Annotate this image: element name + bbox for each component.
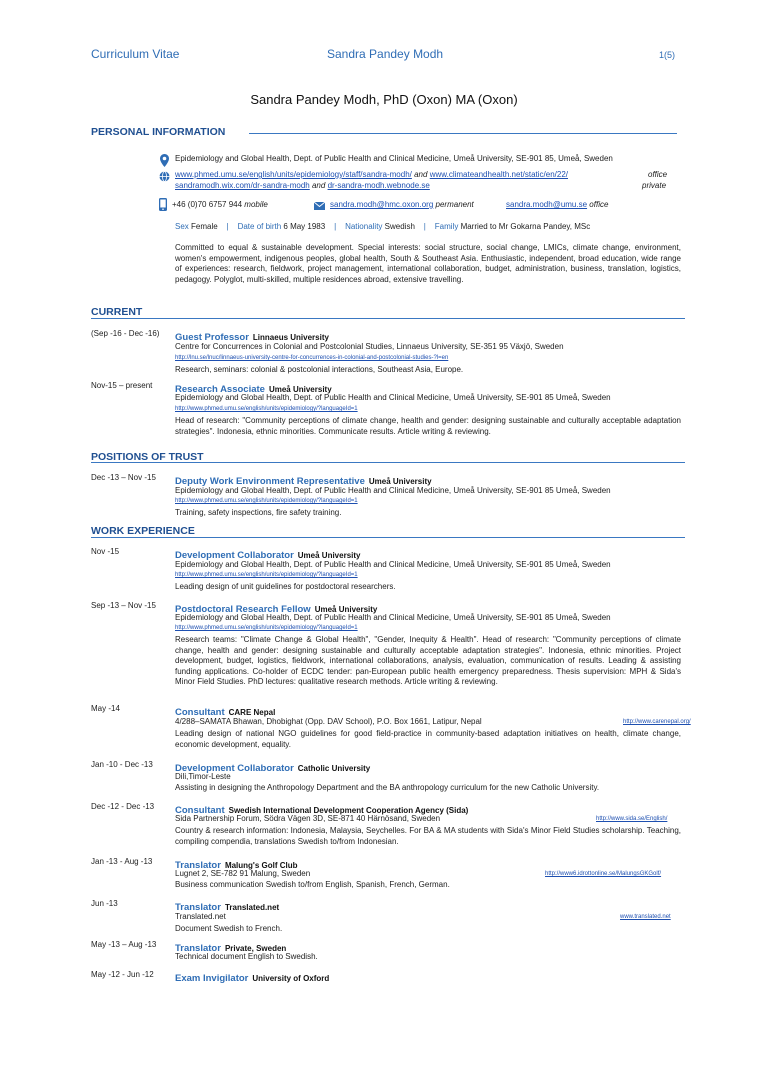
entry-address: Translated.net (175, 912, 226, 921)
page-number: 1(5) (659, 50, 676, 60)
entry-url[interactable]: http://www.sida.se/English/ (596, 816, 668, 822)
entry-date: May -13 – Aug -13 (91, 940, 157, 949)
document-title: Sandra Pandey Modh, PhD (Oxon) MA (Oxon) (250, 92, 518, 107)
role-title: Translator (175, 902, 221, 913)
section-rule (91, 462, 685, 463)
entry-date: Dec -13 – Nov -15 (91, 473, 156, 482)
summary: Committed to equal & sustainable development. Special interests: social structure, social change, LMICs, climate change, environment, women's empowerment, indigenous peoples, global health, South & Southeast Asia. Enthusiastic, independent, broad education, wide range of experiences: research, fieldwork, project management, international collaboration, budget, administration, business, translation, logistics, pedagogy. Polyglot, multi-skilled, multiple residences abroad, extensive travelling. (175, 243, 681, 284)
and-text: and (311, 181, 326, 190)
entry-description: Assisting in designing the Anthropology Department and the BA anthropology curriculum for the new Catholic University. (175, 783, 600, 792)
entry-description: Research, seminars: colonial & postcolonial interactions, Southeast Asia, Europe. (175, 365, 464, 374)
entry-address: Dili,Timor-Leste (175, 772, 231, 781)
role-title: Translator (175, 860, 221, 871)
website-link-wix[interactable]: sandramodh.wix.com/dr-sandra-modh (175, 181, 310, 190)
role-title: Guest Professor (175, 332, 249, 343)
phone-line (172, 200, 268, 211)
family-value: Married to Mr Gokarna Pandey, MSc (460, 222, 591, 231)
entry-address: Epidemiology and Global Health, Dept. of Public Health and Clinical Medicine, Umeå University, SE-901 85 Umeå, Sweden (175, 560, 611, 569)
family-label: Family (434, 222, 459, 231)
entry-address: 4/288–SAMATA Bhawan, Dhobighat (Opp. DAV School), P.O. Box 1661, Latipur, Nepal (175, 717, 482, 726)
separator: | (226, 222, 229, 231)
role-org: Umeå University (268, 385, 332, 394)
role-org: Linnaeus University (252, 333, 329, 342)
entry-date: May -12 - Jun -12 (91, 970, 154, 979)
entry-description: Leading design of unit guidelines for postdoctoral researchers. (175, 582, 396, 591)
entry-url[interactable]: http://www6.idrottonline.se/MalungsGKGolf/ (545, 871, 662, 877)
and-text: and (414, 170, 428, 179)
personal-details (175, 222, 590, 233)
entry-description: Leading design of national NGO guidelines for good field-practice in community-based adaptation initiatives on health, climate change, economic development, equality. (175, 729, 681, 749)
entry-description: Training, safety inspections, fire safety training. (175, 508, 342, 517)
role-title: Exam Invigilator (175, 973, 249, 984)
nationality-label: Nationality (345, 222, 383, 231)
phone-number: +46 (0)70 6757 944 (172, 200, 243, 209)
entry-date: Jun -13 (91, 899, 118, 908)
entry-date: (Sep -16 - Dec -16) (91, 329, 160, 338)
role-title: Development Collaborator (175, 550, 294, 561)
website-link-climate[interactable]: www.climateandhealth.net/static/en/22/ (429, 170, 569, 179)
dob-value: 6 May 1983 (283, 222, 326, 231)
entry-url[interactable]: http://www.phmed.umu.se/english/units/epidemiology/?languageId=1 (175, 572, 358, 578)
role-title: Research Associate (175, 384, 265, 395)
section-rule (249, 133, 677, 134)
email-line (330, 200, 474, 211)
entry-address: Epidemiology and Global Health, Dept. of Public Health and Clinical Medicine, Umeå University, SE-901 85 Umeå, Sweden (175, 486, 611, 495)
entry-url[interactable]: http://www.carenepal.org/ (623, 719, 691, 725)
role-title: Development Collaborator (175, 763, 294, 774)
entry-description: Document Swedish to French. (175, 924, 283, 933)
header-center: Sandra Pandey Modh (327, 47, 444, 61)
entry-description: Research teams: "Climate Change & Global Health", "Gender, Inequity & Health". Head of research: "Community perceptions of climate change, health and gender: designing sustainable and culturally acceptable adaptation strategies". Indonesia, ethnic minorities. Project development, budget, logistics, fieldwork, international collaborations, analysis, evaluation, communication of results. Leading & assisting funding applications. Co-holder of ECDC tender: pan-European public health emergency preparedness. Thesis supervision: MPH & Sida's Minor Field Studies. PhD lectures: qualitative research methods. Article writing & reviewing. (175, 635, 681, 687)
entry-url[interactable]: www.translated.net (620, 914, 671, 920)
header-left: Curriculum Vitae (91, 47, 180, 61)
email-line-office (506, 200, 608, 211)
mobile-phone-icon (159, 198, 167, 211)
role-org: Umeå University (368, 477, 432, 486)
entry-address: Lugnet 2, SE-782 91 Malung, Sweden (175, 869, 311, 878)
role-org: CARE Nepal (228, 708, 276, 717)
separator: | (334, 222, 337, 231)
entry-date: Sep -13 – Nov -15 (91, 601, 156, 610)
entry-date: Nov -15 (91, 547, 120, 556)
entry-address: Epidemiology and Global Health, Dept. of Public Health and Clinical Medicine, Umeå University, SE-901 85 Umeå, Sweden (175, 393, 611, 402)
role-org: Private, Sweden (224, 944, 287, 953)
private-label: private (642, 181, 667, 190)
nationality-value: Swedish (384, 222, 415, 231)
entry-url[interactable]: http://www.phmed.umu.se/english/units/epidemiology/?languageId=1 (175, 625, 358, 631)
entry-date: Nov-15 – present (91, 381, 153, 390)
office-label-2: office (589, 200, 609, 209)
role-title: Translator (175, 943, 221, 954)
section-rule (91, 537, 685, 538)
entry-address: Centre for Concurrences in Colonial and Postcolonial Studies, Linnaeus University, SE-351 95 Växjö, Sweden (175, 342, 564, 351)
address: Epidemiology and Global Health, Dept. of Public Health and Clinical Medicine, Umeå University, SE-901 85, Umeå, Sweden (175, 154, 613, 163)
entry-date: Dec -12 - Dec -13 (91, 802, 155, 811)
role-title: Deputy Work Environment Representative (175, 476, 365, 487)
entry-role (175, 968, 329, 986)
location-pin-icon (160, 154, 169, 167)
role-org: Malung's Golf Club (224, 861, 298, 870)
section-trust-heading: POSITIONS OF TRUST (91, 451, 204, 463)
email-permanent[interactable]: sandra.modh@hmc.oxon.org (330, 200, 434, 209)
role-org: Translated.net (224, 903, 280, 912)
section-work-heading: WORK EXPERIENCE (91, 525, 195, 537)
entry-description: Country & research information: Indonesia, Malaysia, Seychelles. For BA & MA students with Sida's Minor Field Studies scholarship. Teaching, compiling compendia, translations Swedish to/from Indonesian. (175, 826, 681, 846)
entry-address: Epidemiology and Global Health, Dept. of Public Health and Clinical Medicine, Umeå University, SE-901 85 Umeå, Sweden (175, 613, 611, 622)
entry-address: Sida Partnership Forum, Södra Vägen 3D, SE-871 40 Härnösand, Sweden (175, 814, 441, 823)
role-title: Postdoctoral Research Fellow (175, 604, 311, 615)
entry-description: Business communication Swedish to/from English, Spanish, French, German. (175, 880, 450, 889)
role-org: University of Oxford (252, 974, 330, 983)
section-rule (91, 318, 685, 319)
website-link-webnode[interactable]: dr-sandra-modh.webnode.se (327, 181, 430, 190)
permanent-label: permanent (435, 200, 474, 209)
office-label: office (648, 170, 668, 179)
sex-label: Sex (175, 222, 189, 231)
email-office[interactable]: sandra.modh@umu.se (506, 200, 588, 209)
role-title: Consultant (175, 805, 225, 816)
separator: | (423, 222, 426, 231)
role-org: Swedish International Development Cooperation Agency (Sida) (228, 806, 469, 815)
globe-icon (159, 171, 170, 182)
website-line-1 (175, 170, 568, 181)
entry-url[interactable]: http://www.phmed.umu.se/english/units/epidemiology/?languageId=1 (175, 498, 358, 504)
section-current-heading: CURRENT (91, 306, 143, 318)
entry-date: May -14 (91, 704, 120, 713)
website-link-umu[interactable]: www.phmed.umu.se/english/units/epidemiology/staff/sandra-modh/ (175, 170, 412, 179)
entry-url[interactable]: http://www.phmed.umu.se/english/units/epidemiology/?languageId=1 (175, 406, 358, 412)
section-personal-heading: PERSONAL INFORMATION (91, 126, 226, 138)
entry-date: Jan -13 - Aug -13 (91, 857, 153, 866)
dob-label: Date of birth (237, 222, 282, 231)
entry-date: Jan -10 - Dec -13 (91, 760, 153, 769)
entry-description: Head of research: "Community perceptions of climate change, health and gender: designing sustainable and culturally acceptable adaptation strategies". Indonesia, ethnic minorities. Communicate results. Article writing & reviewing. (175, 416, 681, 436)
role-org: Catholic University (297, 764, 371, 773)
website-line-2 (175, 181, 430, 192)
role-org: Umeå University (314, 605, 378, 614)
mobile-label: mobile (244, 200, 268, 209)
role-org: Umeå University (297, 551, 361, 560)
role-title: Consultant (175, 707, 225, 718)
envelope-icon (314, 202, 325, 210)
entry-url[interactable]: http://lnu.se/lnuc/linnaeus-university-centre-for-concurrences-in-colonial-and-postcolonial-studies-?l=en (175, 355, 449, 361)
sex-value: Female (191, 222, 218, 231)
entry-description: Technical document English to Swedish. (175, 952, 318, 961)
